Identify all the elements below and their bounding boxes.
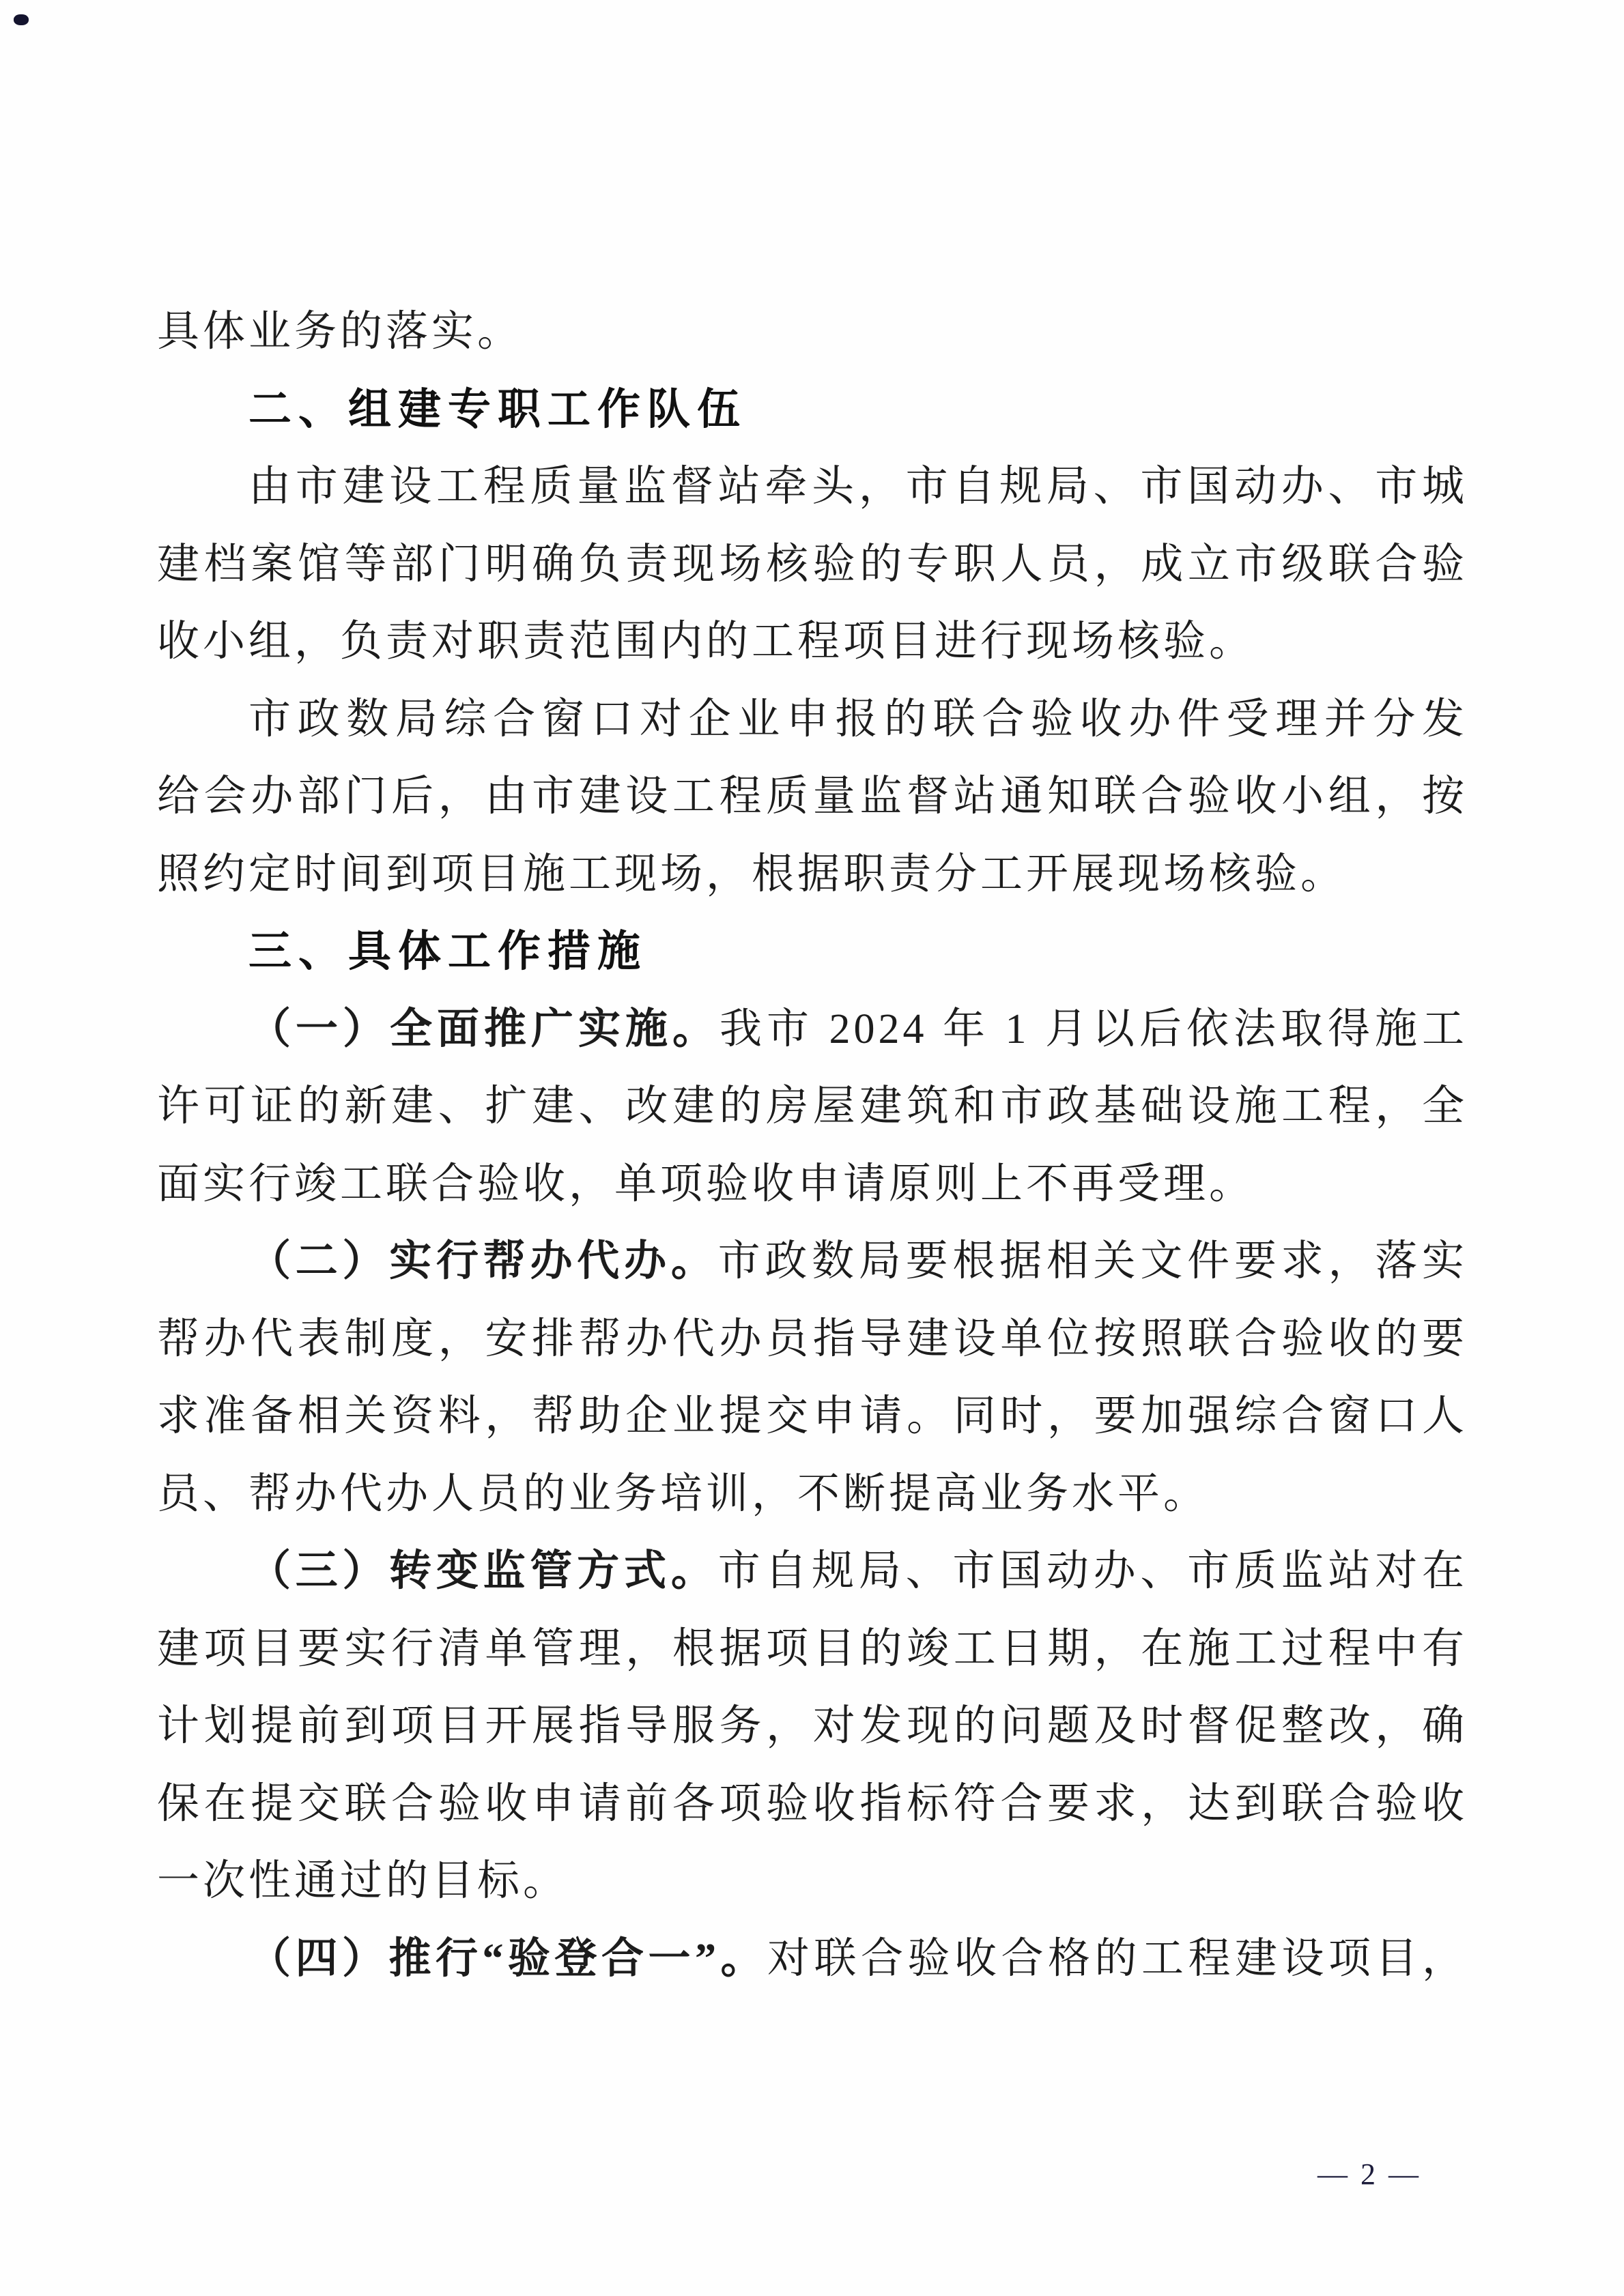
text-line [157, 836, 1468, 914]
section-heading [157, 913, 1468, 991]
text-line [157, 1223, 1468, 1301]
section-heading [157, 371, 1468, 449]
text-line [157, 1766, 1468, 1843]
text-run: 建档案馆等部门明确负责现场核验的专职人员，成立市级联合验 [157, 541, 1468, 588]
page-number: — 2 — [1317, 2157, 1421, 2191]
text-line [157, 603, 1468, 681]
text-line [157, 758, 1468, 836]
text-run: 面实行竣工联合验收，单项验收申请原则上不再受理。 [157, 1160, 1255, 1207]
text-run: 照约定时间到项目施工现场，根据职责分工开展现场核验。 [157, 850, 1347, 898]
text-run: 建项目要实行清单管理，根据项目的竣工日期，在施工过程中有 [157, 1625, 1468, 1672]
clause-title: 二、组建专职工作队伍 [248, 385, 747, 433]
text-run: 对联合验收合格的工程建设项目， [767, 1935, 1468, 1982]
clause-title: （二）实行帮办代办。 [248, 1238, 718, 1285]
text-line [157, 1068, 1468, 1146]
text-line [157, 1533, 1468, 1611]
text-line [157, 1843, 1468, 1921]
text-run: 市政数局综合窗口对企业申报的联合验收办件受理并分发 [248, 695, 1468, 743]
text-line [157, 681, 1468, 759]
clause-title: （四）推行“验登合一”。 [248, 1935, 767, 1982]
text-line [157, 1611, 1468, 1689]
clause-title: （三）转变监管方式。 [248, 1548, 718, 1594]
text-line [157, 1301, 1468, 1379]
text-run: 员、帮办代办人员的业务培训，不断提高业务水平。 [157, 1470, 1210, 1517]
document-body [157, 293, 1468, 1998]
clause-title: （一）全面推广实施。 [248, 1005, 720, 1052]
text-run: 计划提前到项目开展指导服务，对发现的问题及时督促整改，确 [157, 1703, 1468, 1749]
text-run: 我市 2024 年 1 月以后依法取得施工 [720, 1005, 1468, 1052]
text-line [157, 1688, 1468, 1766]
text-line [157, 991, 1468, 1069]
text-run: 具体业务的落实。 [157, 308, 524, 355]
text-line [157, 1146, 1468, 1224]
text-run: 由市建设工程质量监督站牵头，市自规局、市国动办、市城 [248, 463, 1468, 510]
text-run: 帮办代表制度，安排帮办代办员指导建设单位按照联合验收的要 [157, 1315, 1468, 1362]
text-run: 求准备相关资料，帮助企业提交申请。同时，要加强综合窗口人 [157, 1393, 1468, 1439]
text-line [157, 1378, 1468, 1456]
text-line [157, 526, 1468, 604]
text-run: 市政数局要根据相关文件要求，落实 [717, 1238, 1468, 1285]
text-run: 一次性通过的目标。 [157, 1858, 569, 1904]
text-run: 收小组，负责对职责范围内的工程项目进行现场核验。 [157, 618, 1255, 665]
text-run: 市自规局、市国动办、市质监站对在 [717, 1548, 1468, 1594]
text-line [157, 1921, 1468, 1998]
text-run: 保在提交联合验收申请前各项验收指标符合要求，达到联合验收 [157, 1780, 1468, 1827]
text-line [157, 293, 1468, 371]
text-line [157, 448, 1468, 526]
text-run: 给会办部门后，由市建设工程质量监督站通知联合验收小组，按 [157, 773, 1468, 820]
text-run: 许可证的新建、扩建、改建的房屋建筑和市政基础设施工程，全 [157, 1083, 1468, 1130]
clause-title: 三、具体工作措施 [248, 928, 647, 975]
ink-speck-artifact [14, 14, 29, 25]
text-line [157, 1456, 1468, 1534]
